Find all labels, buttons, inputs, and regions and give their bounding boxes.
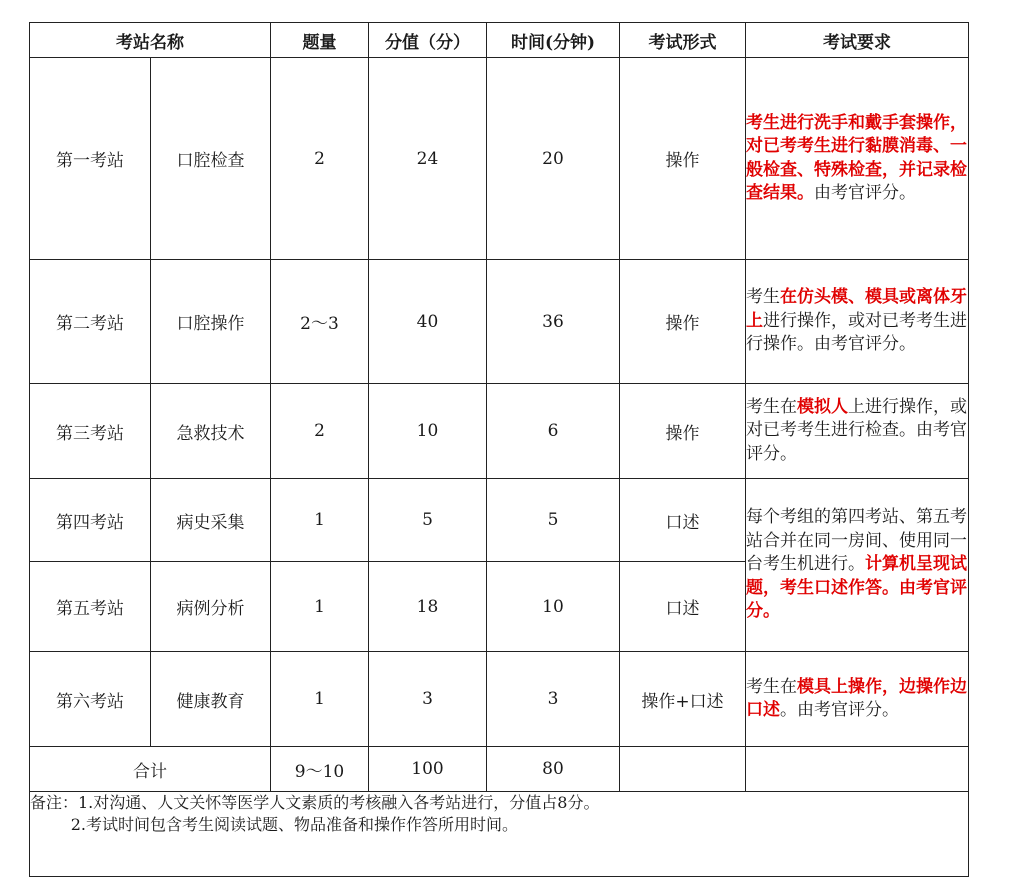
subject-cell: 病例分析 (151, 562, 271, 652)
requirement-text: 考生在 (746, 676, 797, 697)
station-cell: 第二考站 (30, 260, 151, 384)
count-cell: 1 (271, 562, 369, 652)
table-row (30, 384, 969, 479)
requirement-text: 考生进行洗手和戴手套操作，对已考考生进行黏膜消毒、一般检查、特殊检查，并记录检查结果。 (746, 112, 967, 203)
score-cell: 18 (369, 562, 487, 652)
form-cell: 操作 (620, 260, 746, 384)
form-cell: 操作 (620, 384, 746, 479)
header-requirement: 考试要求 (746, 23, 969, 58)
score-cell: 5 (369, 479, 487, 562)
subject-cell: 急救技术 (151, 384, 271, 479)
requirement-text: 在仿头模、模具或离体牙上 (746, 287, 967, 331)
table-row (30, 479, 969, 562)
total-count: 9～10 (271, 747, 369, 792)
count-cell: 2 (271, 384, 369, 479)
total-label: 合计 (30, 747, 271, 792)
requirement-text: 。由考官评分。 (780, 700, 899, 720)
station-cell: 第六考站 (30, 652, 151, 747)
requirement-cell (746, 260, 969, 384)
requirement-text: 由考官评分。 (814, 183, 916, 203)
table-row (30, 58, 969, 260)
total-score: 100 (369, 747, 487, 792)
header-station-name: 考站名称 (30, 23, 271, 58)
time-cell: 20 (487, 58, 620, 260)
score-cell: 3 (369, 652, 487, 747)
requirement-text: 进行操作，或对已考考生进行操作。由考官评分。 (746, 310, 967, 355)
subject-cell: 口腔操作 (151, 260, 271, 384)
note-cell (30, 792, 969, 877)
subject-cell: 健康教育 (151, 652, 271, 747)
count-cell: 2～3 (271, 260, 369, 384)
form-cell: 操作+口述 (620, 652, 746, 747)
exam-station-table (29, 22, 969, 877)
form-cell: 口述 (620, 479, 746, 562)
header-time: 时间(分钟) (487, 23, 620, 58)
time-cell: 10 (487, 562, 620, 652)
total-requirement-empty (746, 747, 969, 792)
note-row (30, 792, 969, 877)
requirement-text: 计算机呈现试题，考生口述作答。由考官评分。 (746, 554, 967, 622)
requirement-cell-merged (746, 479, 969, 652)
requirement-text: 考生在 (746, 396, 797, 417)
header-score: 分值（分） (369, 23, 487, 58)
total-form-empty (620, 747, 746, 792)
requirement-cell (746, 58, 969, 260)
note-line-2: 2.考试时间包含考生阅读试题、物品准备和操作作答所用时间。 (30, 815, 518, 834)
count-cell: 2 (271, 58, 369, 260)
form-cell: 操作 (620, 58, 746, 260)
total-row (30, 747, 969, 792)
total-time: 80 (487, 747, 620, 792)
requirement-text: 模具上操作，边操作边口述 (746, 676, 967, 720)
station-cell: 第一考站 (30, 58, 151, 260)
station-cell: 第五考站 (30, 562, 151, 652)
table-row (30, 652, 969, 747)
requirement-cell (746, 384, 969, 479)
count-cell: 1 (271, 652, 369, 747)
table-row (30, 260, 969, 384)
requirement-cell (746, 652, 969, 747)
time-cell: 36 (487, 260, 620, 384)
score-cell: 40 (369, 260, 487, 384)
time-cell: 6 (487, 384, 620, 479)
note-line-1: 备注：1.对沟通、人文关怀等医学人文素质的考核融入各考站进行，分值占8分。 (30, 793, 600, 812)
header-count: 题量 (271, 23, 369, 58)
score-cell: 24 (369, 58, 487, 260)
time-cell: 5 (487, 479, 620, 562)
time-cell: 3 (487, 652, 620, 747)
subject-cell: 口腔检查 (151, 58, 271, 260)
requirement-text: 上进行操作，或对已考考生进行检查。由考官评分。 (746, 396, 967, 464)
score-cell: 10 (369, 384, 487, 479)
form-cell: 口述 (620, 562, 746, 652)
header-form: 考试形式 (620, 23, 746, 58)
header-row (30, 23, 969, 58)
station-cell: 第四考站 (30, 479, 151, 562)
requirement-text: 考生 (746, 287, 780, 308)
station-cell: 第三考站 (30, 384, 151, 479)
subject-cell: 病史采集 (151, 479, 271, 562)
requirement-text: 模拟人 (797, 396, 848, 417)
requirement-text: 每个考组的第四考站、第五考站合并在同一房间、使用同一台考生机进行。 (746, 507, 967, 575)
count-cell: 1 (271, 479, 369, 562)
